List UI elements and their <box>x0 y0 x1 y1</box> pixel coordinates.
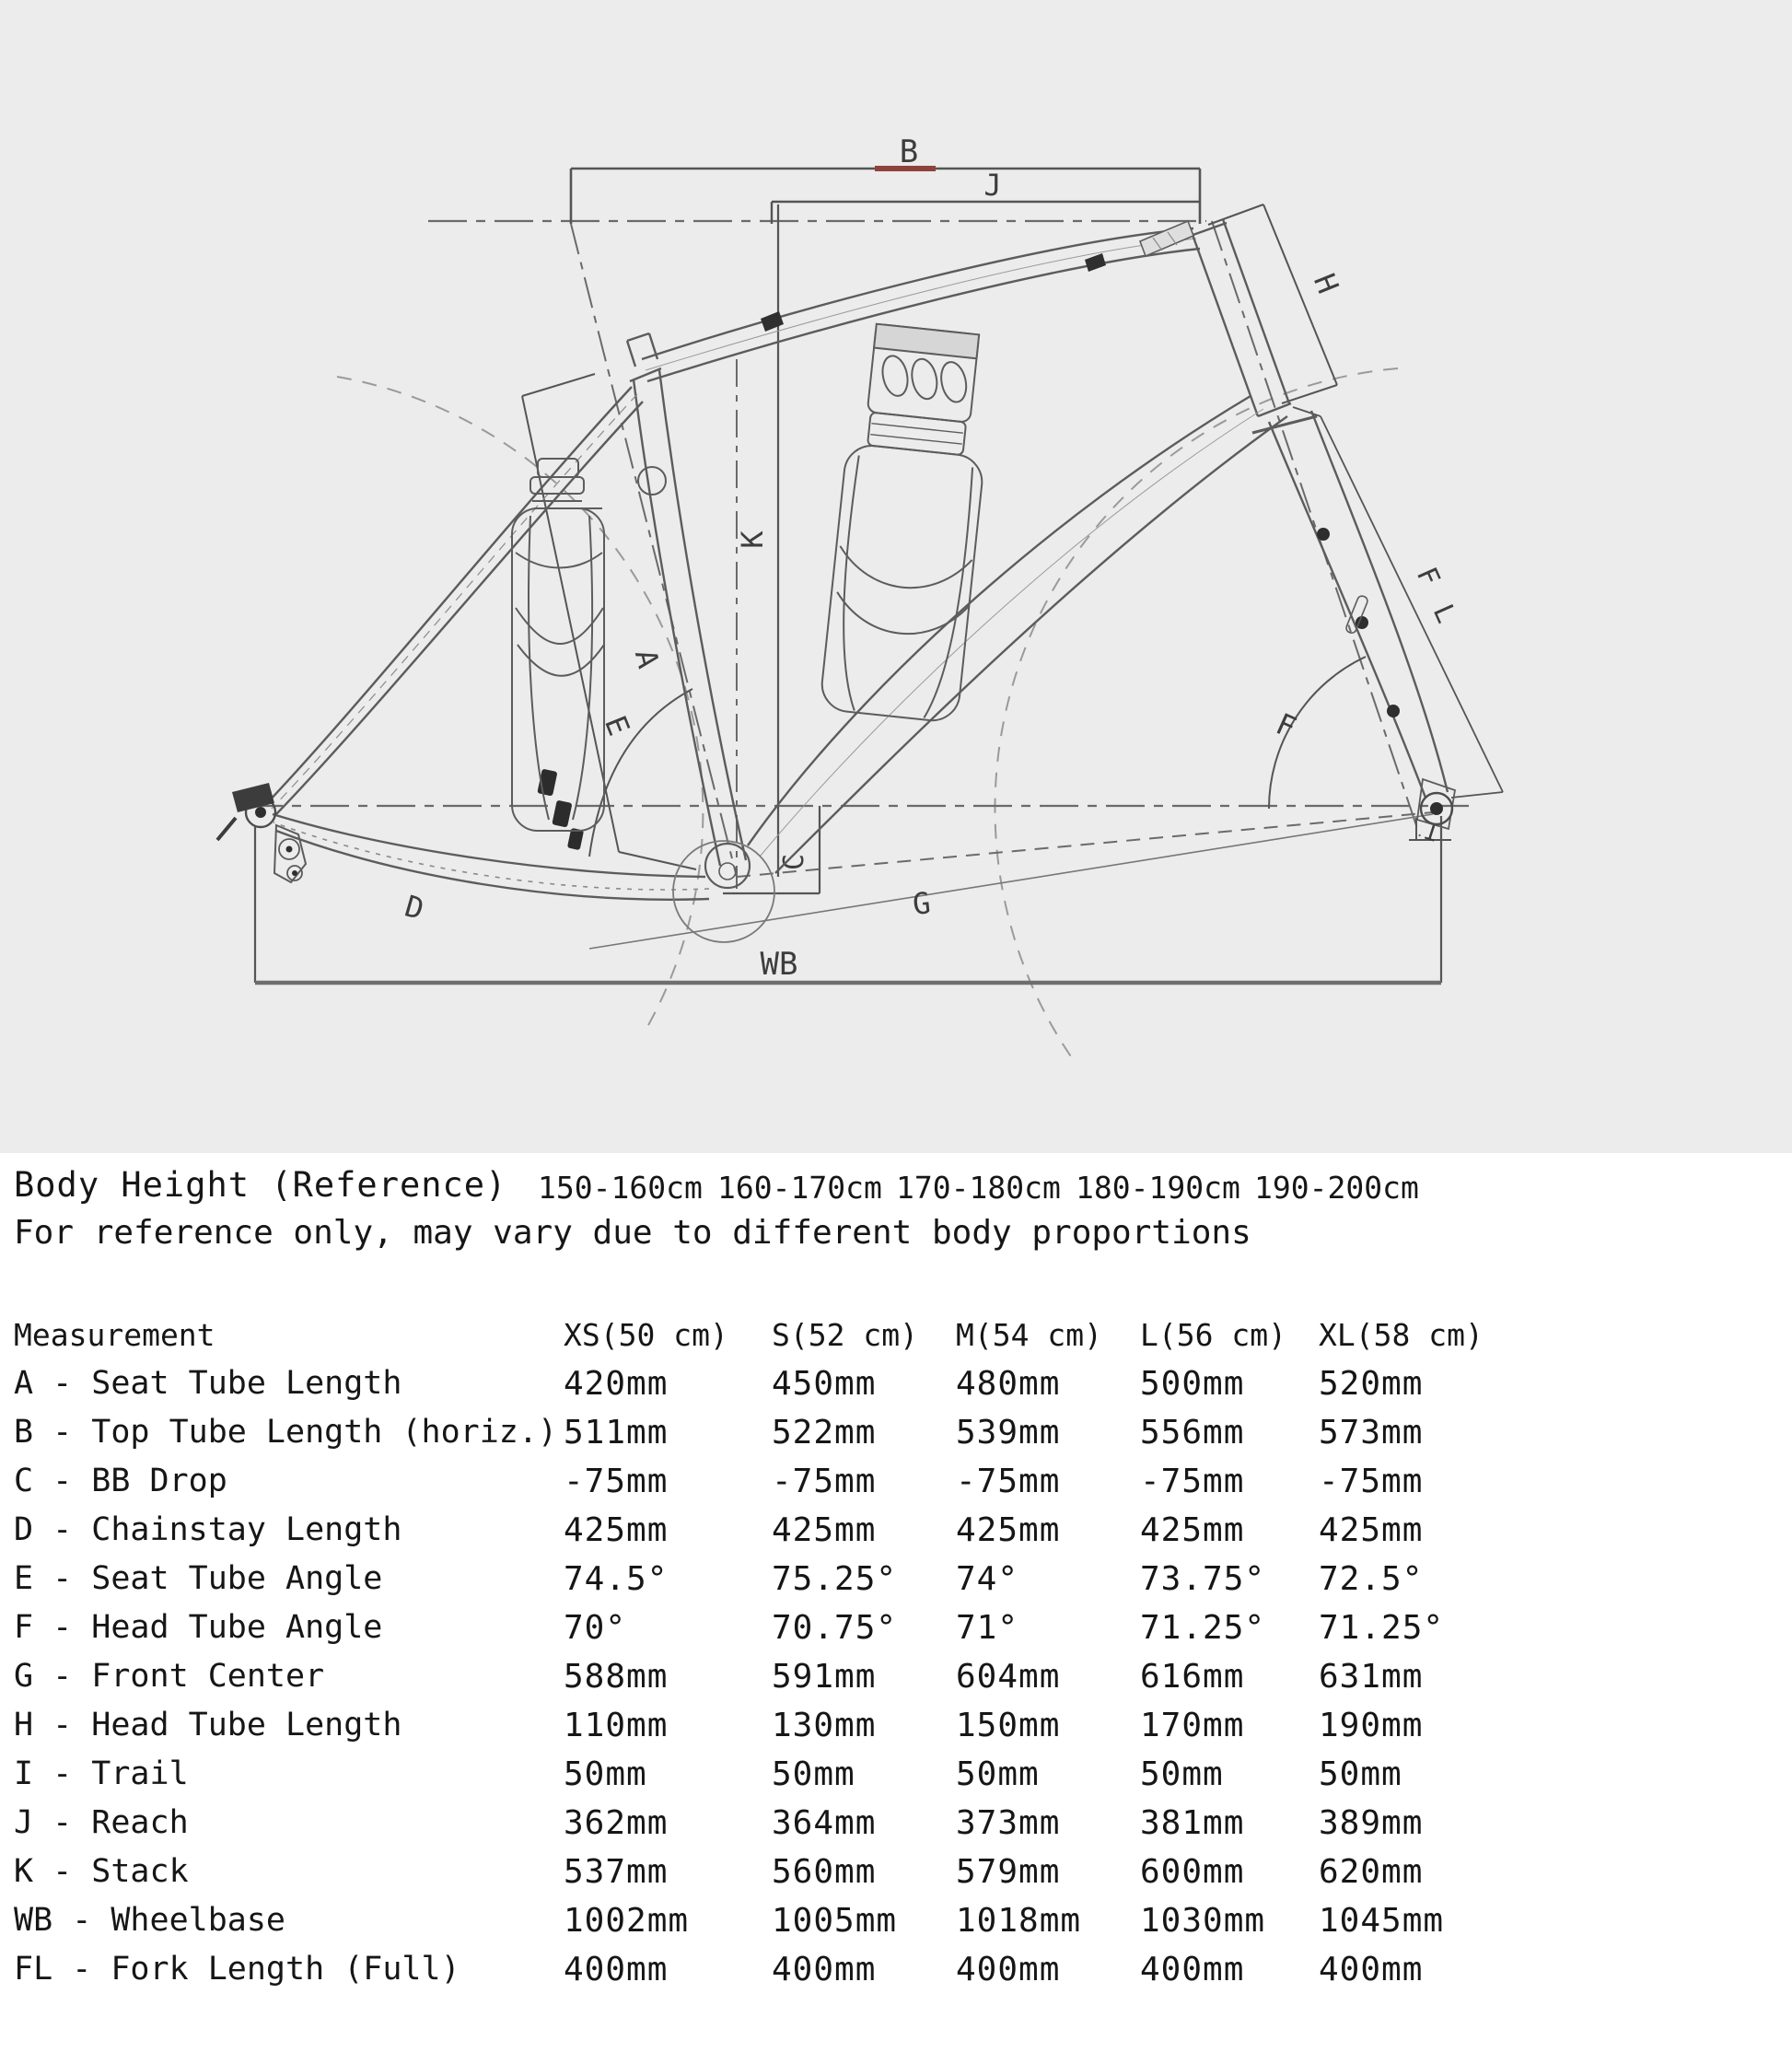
measurement-value: 511mm <box>564 1414 669 1452</box>
measurement-value: 389mm <box>1319 1804 1424 1842</box>
dim-label-i: I <box>1420 817 1443 849</box>
measurement-value: 373mm <box>956 1804 1061 1842</box>
measurement-label: G - Front Center <box>14 1658 325 1695</box>
measurement-value: 600mm <box>1140 1853 1245 1891</box>
measurement-value: -75mm <box>772 1463 877 1500</box>
measurement-value: 1018mm <box>956 1902 1082 1940</box>
measurement-label: WB - Wheelbase <box>14 1902 286 1939</box>
seat-tube-axis <box>571 224 737 877</box>
table-header-size: L(56 cm) <box>1140 1317 1286 1353</box>
measurement-label: E - Seat Tube Angle <box>14 1560 383 1597</box>
measurement-label: B - Top Tube Length (horiz.) <box>14 1414 558 1451</box>
measurement-label: FL - Fork Length (Full) <box>14 1951 460 1988</box>
measurement-value: 150mm <box>956 1707 1061 1744</box>
measurement-value: 71.25° <box>1319 1609 1445 1647</box>
measurement-value: 420mm <box>564 1365 669 1403</box>
table-row <box>0 1853 1792 1902</box>
water-bottle-down-tube <box>820 322 997 723</box>
measurement-value: 539mm <box>956 1414 1061 1452</box>
measurement-value: 400mm <box>564 1951 669 1988</box>
measurement-value: 50mm <box>1140 1755 1224 1793</box>
measurement-value: 70.75° <box>772 1609 898 1647</box>
dim-label-c: C <box>778 853 810 871</box>
measurement-value: 362mm <box>564 1804 669 1842</box>
measurement-value: 110mm <box>564 1707 669 1744</box>
table-row <box>0 1755 1792 1804</box>
measurement-value: 130mm <box>772 1707 877 1744</box>
table-header-size: XL(58 cm) <box>1319 1317 1484 1353</box>
table-header-size: S(52 cm) <box>772 1317 918 1353</box>
fork-hardware <box>1317 528 1400 717</box>
measurement-value: 560mm <box>772 1853 877 1891</box>
dim-label-a: A <box>627 646 667 672</box>
measurement-value: 170mm <box>1140 1707 1245 1744</box>
measurement-value: 604mm <box>956 1658 1061 1696</box>
steering-axis <box>1212 221 1420 836</box>
table-row <box>0 1463 1792 1511</box>
measurement-value: 1045mm <box>1319 1902 1445 1940</box>
measurement-value: 1030mm <box>1140 1902 1266 1940</box>
front-wheel-arc <box>995 368 1398 1062</box>
dim-line-g-dashed <box>737 812 1433 877</box>
measurement-label: I - Trail <box>14 1755 189 1792</box>
dim-line-fl <box>1293 407 1503 798</box>
measurement-value: 75.25° <box>772 1560 898 1598</box>
table-row <box>0 1707 1792 1755</box>
dim-label-wb: WB <box>760 946 798 983</box>
measurement-value: 616mm <box>1140 1658 1245 1696</box>
measurement-value: 50mm <box>772 1755 855 1793</box>
body-height-title: Body Height (Reference) <box>14 1165 507 1205</box>
dim-label-j: J <box>983 168 1002 203</box>
measurement-value: 537mm <box>564 1853 669 1891</box>
seat-tube-clamp <box>638 467 666 495</box>
measurement-value: 579mm <box>956 1853 1061 1891</box>
measurement-value: 50mm <box>564 1755 647 1793</box>
measurement-value: 381mm <box>1140 1804 1245 1842</box>
table-row <box>0 1560 1792 1609</box>
measurement-value: 400mm <box>772 1951 877 1988</box>
dim-line-b <box>571 169 1200 224</box>
measurement-value: 73.75° <box>1140 1560 1266 1598</box>
table-row <box>0 1365 1792 1414</box>
dim-label-d: D <box>401 888 428 927</box>
table-row <box>0 1609 1792 1658</box>
measurement-value: 74° <box>956 1560 1019 1598</box>
measurement-value: 450mm <box>772 1365 877 1403</box>
table-row <box>0 1414 1792 1463</box>
measurement-value: 50mm <box>956 1755 1040 1793</box>
dim-label-g: G <box>911 885 933 922</box>
measurement-value: -75mm <box>1140 1463 1245 1500</box>
measurement-value: 1002mm <box>564 1902 690 1940</box>
water-bottle-seat-tube <box>512 459 604 831</box>
measurement-value: 425mm <box>1319 1511 1424 1549</box>
measurement-value: 556mm <box>1140 1414 1245 1452</box>
measurement-value: 425mm <box>772 1511 877 1549</box>
measurement-value: 631mm <box>1319 1658 1424 1696</box>
measurement-value: -75mm <box>1319 1463 1424 1500</box>
table-header-measurement: Measurement <box>14 1317 215 1353</box>
measurement-value: 71.25° <box>1140 1609 1266 1647</box>
measurement-value: 588mm <box>564 1658 669 1696</box>
dim-label-f: F <box>1270 705 1302 746</box>
measurement-value: -75mm <box>956 1463 1061 1500</box>
geometry-info <box>0 1153 1792 2052</box>
measurement-value: 50mm <box>1319 1755 1402 1793</box>
measurement-value: 425mm <box>956 1511 1061 1549</box>
measurement-value: 500mm <box>1140 1365 1245 1403</box>
measurement-value: 71° <box>956 1609 1019 1647</box>
measurement-value: 70° <box>564 1609 627 1647</box>
body-height-note: For reference only, may vary due to different body proportions <box>14 1214 1251 1252</box>
body-height-range: 170-180cm <box>896 1170 1061 1206</box>
measurement-label: J - Reach <box>14 1804 189 1841</box>
table-row <box>0 1951 1792 2000</box>
measurement-label: F - Head Tube Angle <box>14 1609 383 1646</box>
table-row <box>0 1511 1792 1560</box>
measurement-label: K - Stack <box>14 1853 189 1890</box>
table-header-size: M(54 cm) <box>956 1317 1102 1353</box>
dim-label-b: B <box>899 134 919 170</box>
measurement-value: 425mm <box>564 1511 669 1549</box>
cage-bolts <box>537 769 584 851</box>
measurement-value: 400mm <box>1319 1951 1424 1988</box>
table-row <box>0 1658 1792 1707</box>
table-header-size: XS(50 cm) <box>564 1317 728 1353</box>
measurement-value: 400mm <box>956 1951 1061 1988</box>
measurement-value: -75mm <box>564 1463 669 1500</box>
measurement-value: 480mm <box>956 1365 1061 1403</box>
body-height-range: 150-160cm <box>538 1170 703 1206</box>
measurement-value: 1005mm <box>772 1902 898 1940</box>
dim-label-e: E <box>597 710 637 740</box>
measurement-value: 620mm <box>1319 1853 1424 1891</box>
cable-stop <box>761 311 784 332</box>
measurement-value: 425mm <box>1140 1511 1245 1549</box>
measurement-value: 591mm <box>772 1658 877 1696</box>
dim-label-fl: FL <box>1409 562 1472 650</box>
measurement-value: 573mm <box>1319 1414 1424 1452</box>
table-row <box>0 1902 1792 1951</box>
measurement-label: C - BB Drop <box>14 1463 227 1499</box>
body-height-range: 160-170cm <box>717 1170 882 1206</box>
measurement-value: 190mm <box>1319 1707 1424 1744</box>
measurement-label: D - Chainstay Length <box>14 1511 402 1548</box>
cable-stop <box>1085 253 1106 272</box>
dim-label-h: H <box>1306 268 1346 298</box>
measurement-value: 400mm <box>1140 1951 1245 1988</box>
measurement-label: A - Seat Tube Length <box>14 1365 402 1402</box>
measurement-label: H - Head Tube Length <box>14 1707 402 1743</box>
frame-tubes <box>267 219 1448 900</box>
measurement-value: 364mm <box>772 1804 877 1842</box>
measurement-value: 522mm <box>772 1414 877 1452</box>
body-height-range: 180-190cm <box>1076 1170 1240 1206</box>
table-row <box>0 1804 1792 1853</box>
measurement-value: 72.5° <box>1319 1560 1424 1598</box>
measurement-value: 520mm <box>1319 1365 1424 1403</box>
body-height-range: 190-200cm <box>1254 1170 1419 1206</box>
dim-label-k: K <box>735 530 770 549</box>
measurement-value: 74.5° <box>564 1560 669 1598</box>
